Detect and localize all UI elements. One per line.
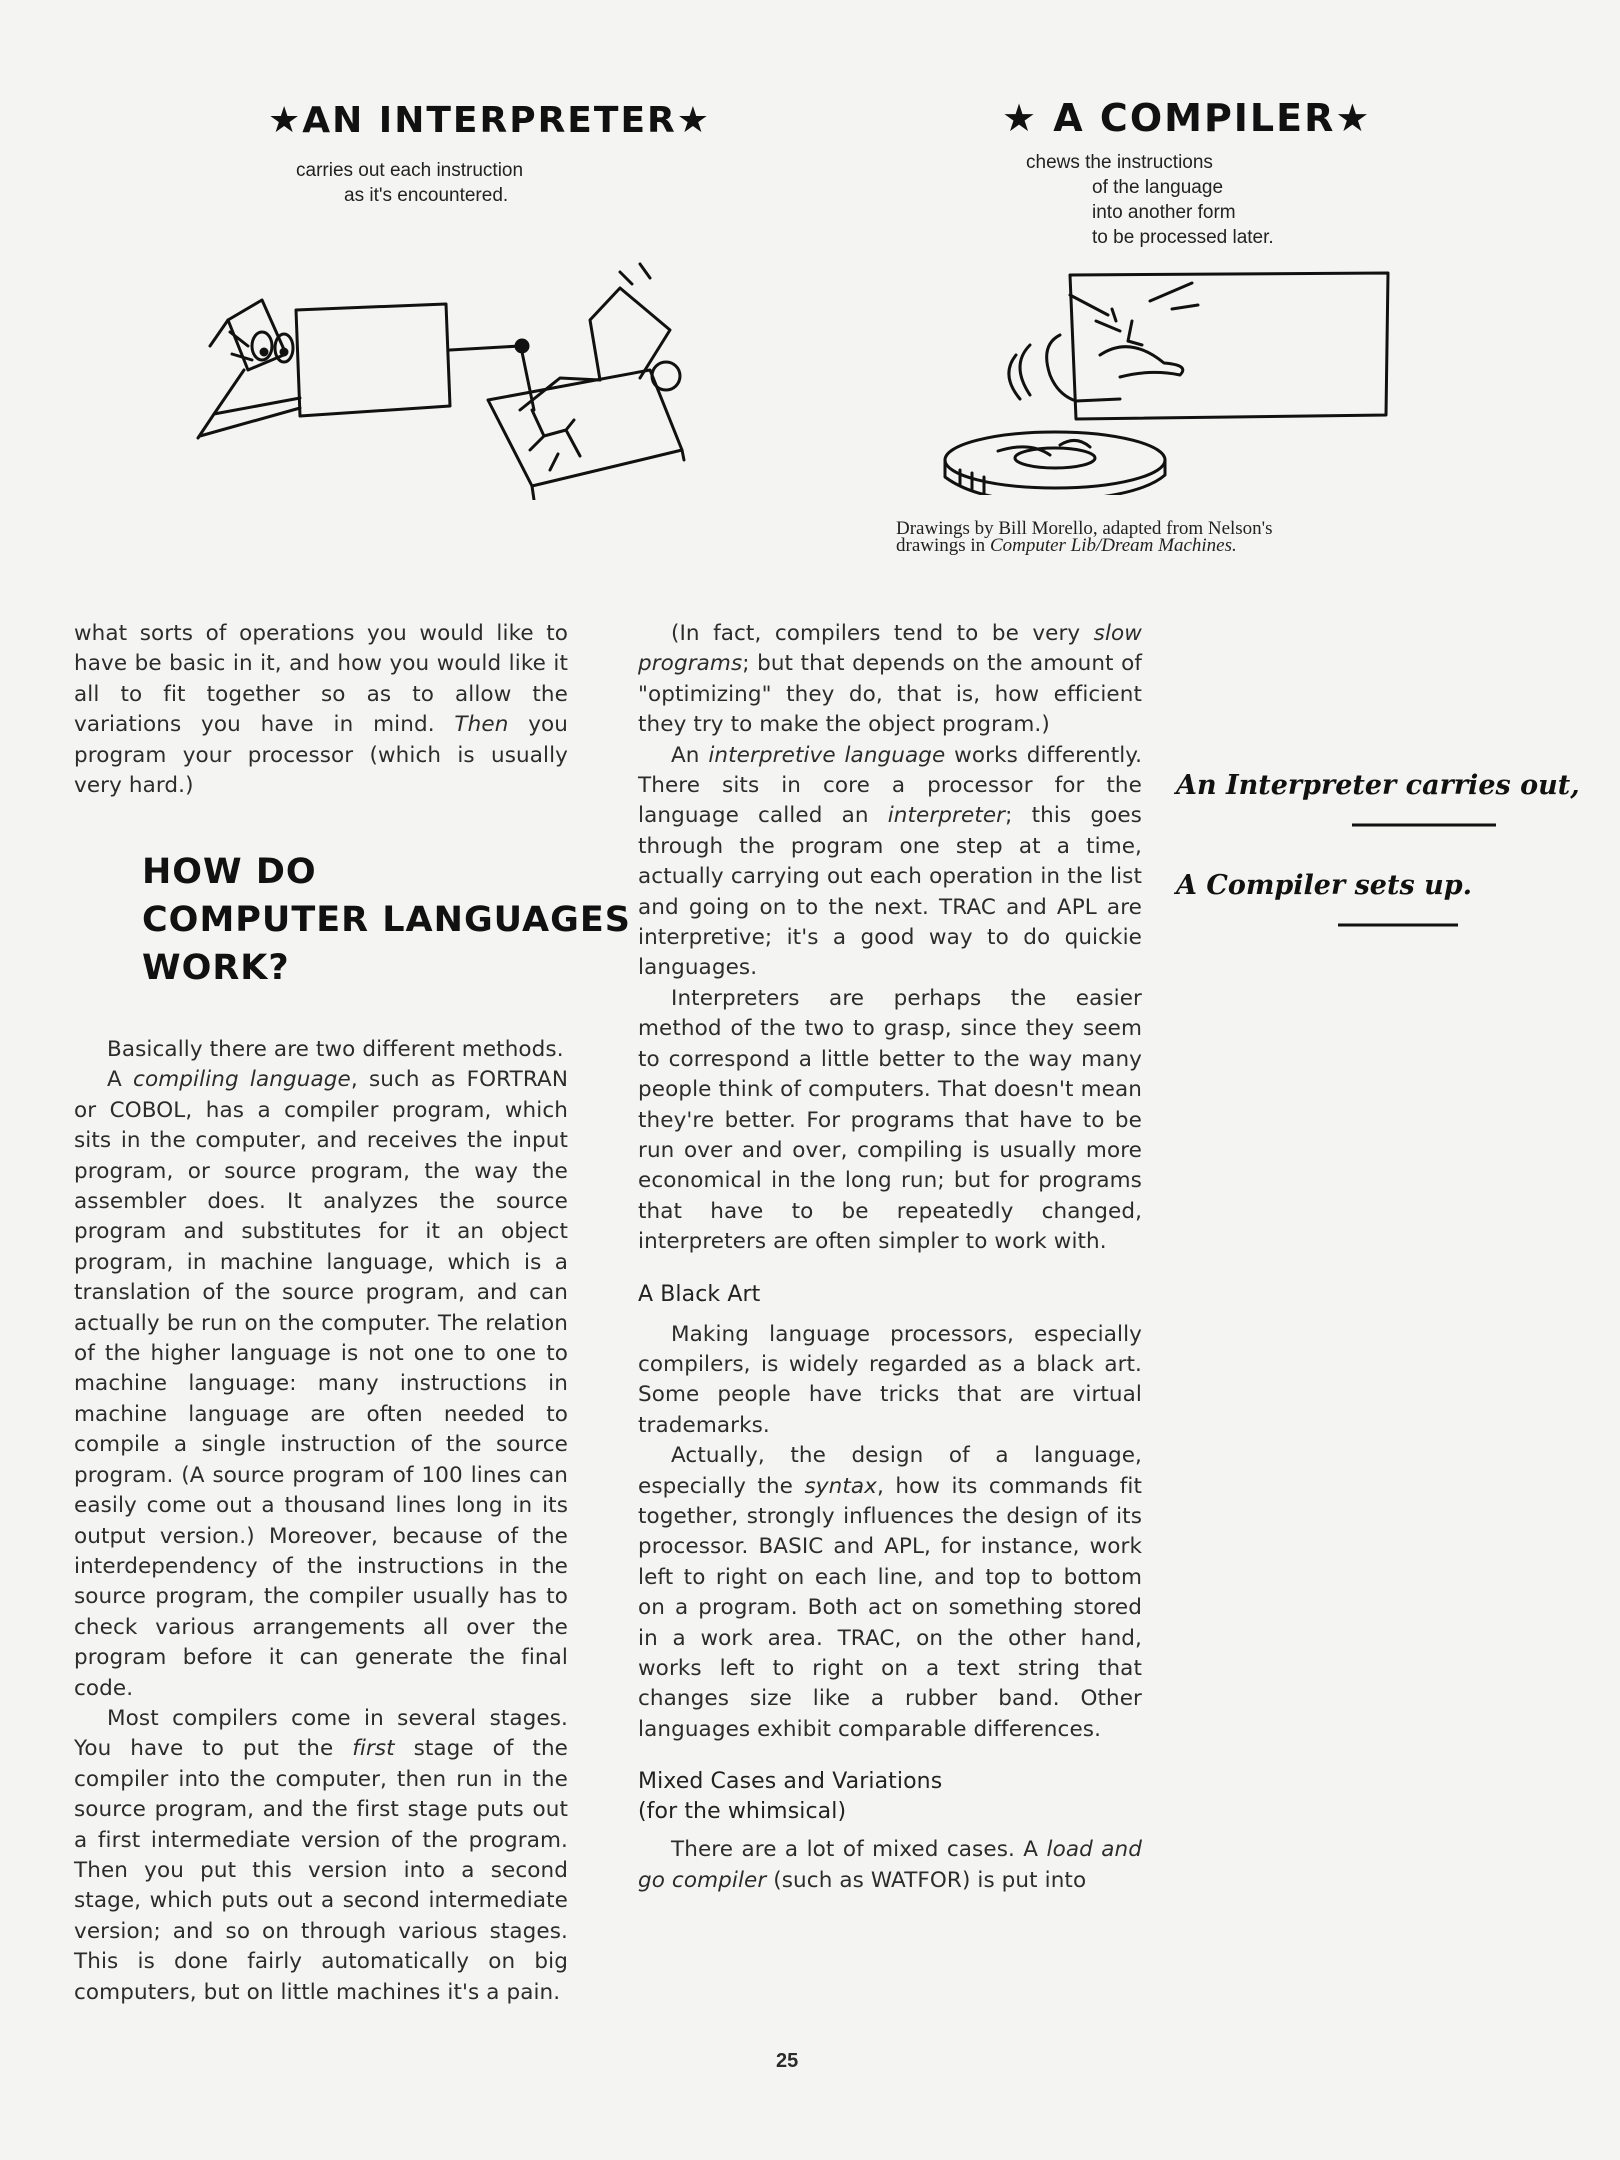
side-note (1176, 770, 1580, 801)
heading-mixed-cases-sub: (for the whimsical) (638, 1799, 847, 1825)
heading-line1: HOW DO (142, 852, 317, 892)
interpreter-drawing (170, 260, 710, 500)
interpreter-title: ★AN INTERPRETER★ (268, 100, 712, 141)
compiler-caption-line1: chews the instructions (1026, 152, 1213, 173)
heading-line3: WORK? (142, 948, 290, 988)
right-paragraph-5 (638, 1441, 1142, 1745)
right-p6-b: (such as WATFOR) is put into (766, 1867, 1087, 1893)
left-column-body (74, 1035, 568, 2008)
credit-line1: Drawings by Bill Morello, adapted from Nelson's (896, 518, 1273, 539)
left-paragraph-2 (74, 1065, 568, 1704)
right-p2-c: ; this goes through the program one step at a time, actually carrying out each operation in the list and going on to the next. TRAC and APL are interpretive; it's a good way to do quickie languages. (638, 803, 1142, 981)
side-note-second (1176, 870, 1472, 901)
compiler-title: ★ A COMPILER★ (1002, 96, 1372, 140)
left-intro-em: Then (454, 712, 509, 738)
left-p3-b: stage of the compiler into the computer, then run in the source program, and the first stage puts out a first intermediate version of the program. Then you put this version into a second stage, which puts out a second intermediate version; and so on through various stages. This is done fairly automatically on big computers, but on little machines it's a pain. (74, 1736, 568, 2005)
right-p2-a: An (671, 742, 709, 768)
left-paragraph-3 (74, 1704, 568, 2008)
interpreter-caption (296, 158, 616, 208)
page-number: 25 (776, 2050, 799, 2072)
credit-line2 (896, 537, 1416, 554)
left-paragraph-1: Basically there are two different methods. (107, 1037, 564, 1062)
compiler-caption-line3: into another form (1092, 202, 1236, 223)
left-intro-paragraph (74, 619, 568, 801)
right-p2-em1: interpretive language (708, 742, 946, 768)
compiler-caption-line2: of the language (1092, 177, 1224, 198)
right-p5-b: , how its commands fit together, strongly influences the design of its processor. BASIC and APL, for instance, work left to right on each line, and top to bottom on a program. Both act on something stored in a work area. TRAC, on the other hand, works left to right on a text string that changes size like a rubber band. Other languages exhibit comparable differences. (638, 1473, 1142, 1742)
right-p6-em: load and go compiler (638, 1837, 1142, 1893)
right-p2-em2: interpreter (887, 803, 1006, 829)
left-intro-b: you program your processor (which is usually very hard.) (74, 712, 568, 799)
side-note-line2: A Compiler sets up. (1176, 870, 1472, 901)
right-paragraph-1 (638, 619, 1142, 741)
section-heading-how-do-languages-work (142, 848, 631, 992)
right-paragraph-4: Making language processors, especially compilers, is widely regarded as a black art. Some people have tricks that are virtual trademarks. (638, 1321, 1142, 1438)
left-p2-a: A (107, 1067, 134, 1093)
left-column (74, 619, 568, 801)
right-p1-em: slow programs (638, 621, 1142, 677)
right-p5-a: Actually, the design of a language, especially the (638, 1443, 1142, 1499)
side-note-underline-2 (1336, 920, 1462, 930)
right-p1-a: (In fact, compilers tend to be very (671, 621, 1094, 646)
right-p1-b: ; but that depends on the amount of "optimizing" they do, that is, how efficient they try to make the object program.) (638, 651, 1142, 738)
right-paragraph-6 (638, 1835, 1142, 1896)
heading-line2: COMPUTER LANGUAGES (142, 900, 631, 940)
right-column-body (638, 619, 1142, 1896)
left-p3-em: first (352, 1736, 395, 1762)
heading-black-art: A Black Art (638, 1281, 761, 1307)
left-p2-em: compiling language (133, 1067, 351, 1093)
heading-mixed-cases: Mixed Cases and Variations (638, 1769, 943, 1795)
left-intro-a: what sorts of operations you would like to have be basic in it, and how you would like it all to fit together so as to allow the variations you have in mind. (74, 621, 568, 738)
right-p5-em: syntax (804, 1473, 877, 1499)
left-p2-b: , such as FORTRAN or COBOL, has a compiler program, which sits in the computer, and receives the input program, or source program, the way the assembler does. It analyzes the source program and substitutes for it an object program, in machine language, which is a translation of the source program, and can actually be run on the computer. The relation of the higher language is not one to one to machine language: many instructions in machine language are often needed to compile a single instruction of the source program. (A source program of 100 lines can easily come out a thousand lines long in its output version.) Moreover, because of the interdependency of the instructions in the source program, the compiler usually has to check various arrangements all over the program before it can generate the final code. (74, 1067, 568, 1701)
compiler-caption (1026, 150, 1326, 250)
interpreter-caption-line1: carries out each instruction (296, 160, 524, 181)
right-p2-b: works differently. There sits in core a processor for the language called an (638, 742, 1143, 829)
right-p6-a: There are a lot of mixed cases. A (671, 1837, 1047, 1863)
side-note-underline-1 (1350, 820, 1500, 830)
right-paragraph-3: Interpreters are perhaps the easier method of the two to grasp, since they seem to correspond a little better to the way many people think of computers. That doesn't mean they're better. For programs that have to be run over and over, compiling is usually more economical in the long run; but for programs that have to be repeatedly changed, interpreters are often simpler to work with. (638, 985, 1142, 1255)
interpreter-caption-line2: as it's encountered. (344, 185, 509, 206)
compiler-drawing (880, 265, 1400, 495)
side-note-line1: An Interpreter carries out, (1176, 770, 1580, 801)
illustration-credit (896, 520, 1416, 554)
right-paragraph-2 (638, 741, 1142, 984)
credit-line2-prefix: drawings in (896, 535, 990, 556)
compiler-caption-line4: to be processed later. (1092, 227, 1274, 248)
left-p3-a: Most compilers come in several stages. You have to put the (74, 1705, 568, 1762)
credit-book-title: Computer Lib/Dream Machines. (989, 535, 1237, 556)
